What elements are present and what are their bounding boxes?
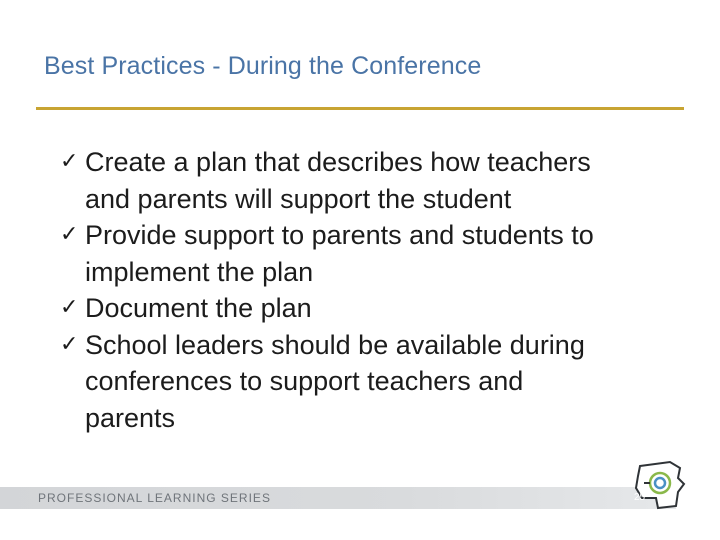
bullet-text-line: implement the plan <box>85 256 314 287</box>
bullet-text-line: Provide support to parents and students to <box>85 220 594 250</box>
checkmark-icon: ✓ <box>60 331 79 357</box>
bullet-text-line: School leaders should be available during <box>85 329 585 360</box>
bullet-item <box>60 144 700 217</box>
bullet-item <box>60 217 700 290</box>
bullet-text-line: Create a plan that describes how teachers <box>85 147 591 177</box>
bullet-list <box>60 144 700 436</box>
bullet-item <box>60 327 700 437</box>
footer-series-label: PROFESSIONAL LEARNING SERIES <box>38 491 271 505</box>
bullet-text-line: parents <box>85 402 176 433</box>
bullet-text-line: conferences to support teachers and <box>85 366 524 396</box>
state-logo-icon <box>622 458 690 510</box>
title-underline-rule <box>36 107 684 110</box>
bullet-text-line: Document the plan <box>85 293 312 323</box>
checkmark-icon: ✓ <box>60 295 79 320</box>
bullet-text-line: and parents will support the student <box>85 183 512 214</box>
bullet-item <box>60 290 700 327</box>
checkmark-icon: ✓ <box>60 149 79 174</box>
page-number: 25 <box>634 492 646 503</box>
slide-title: Best Practices - During the Conference <box>44 52 482 80</box>
checkmark-icon: ✓ <box>60 222 79 247</box>
